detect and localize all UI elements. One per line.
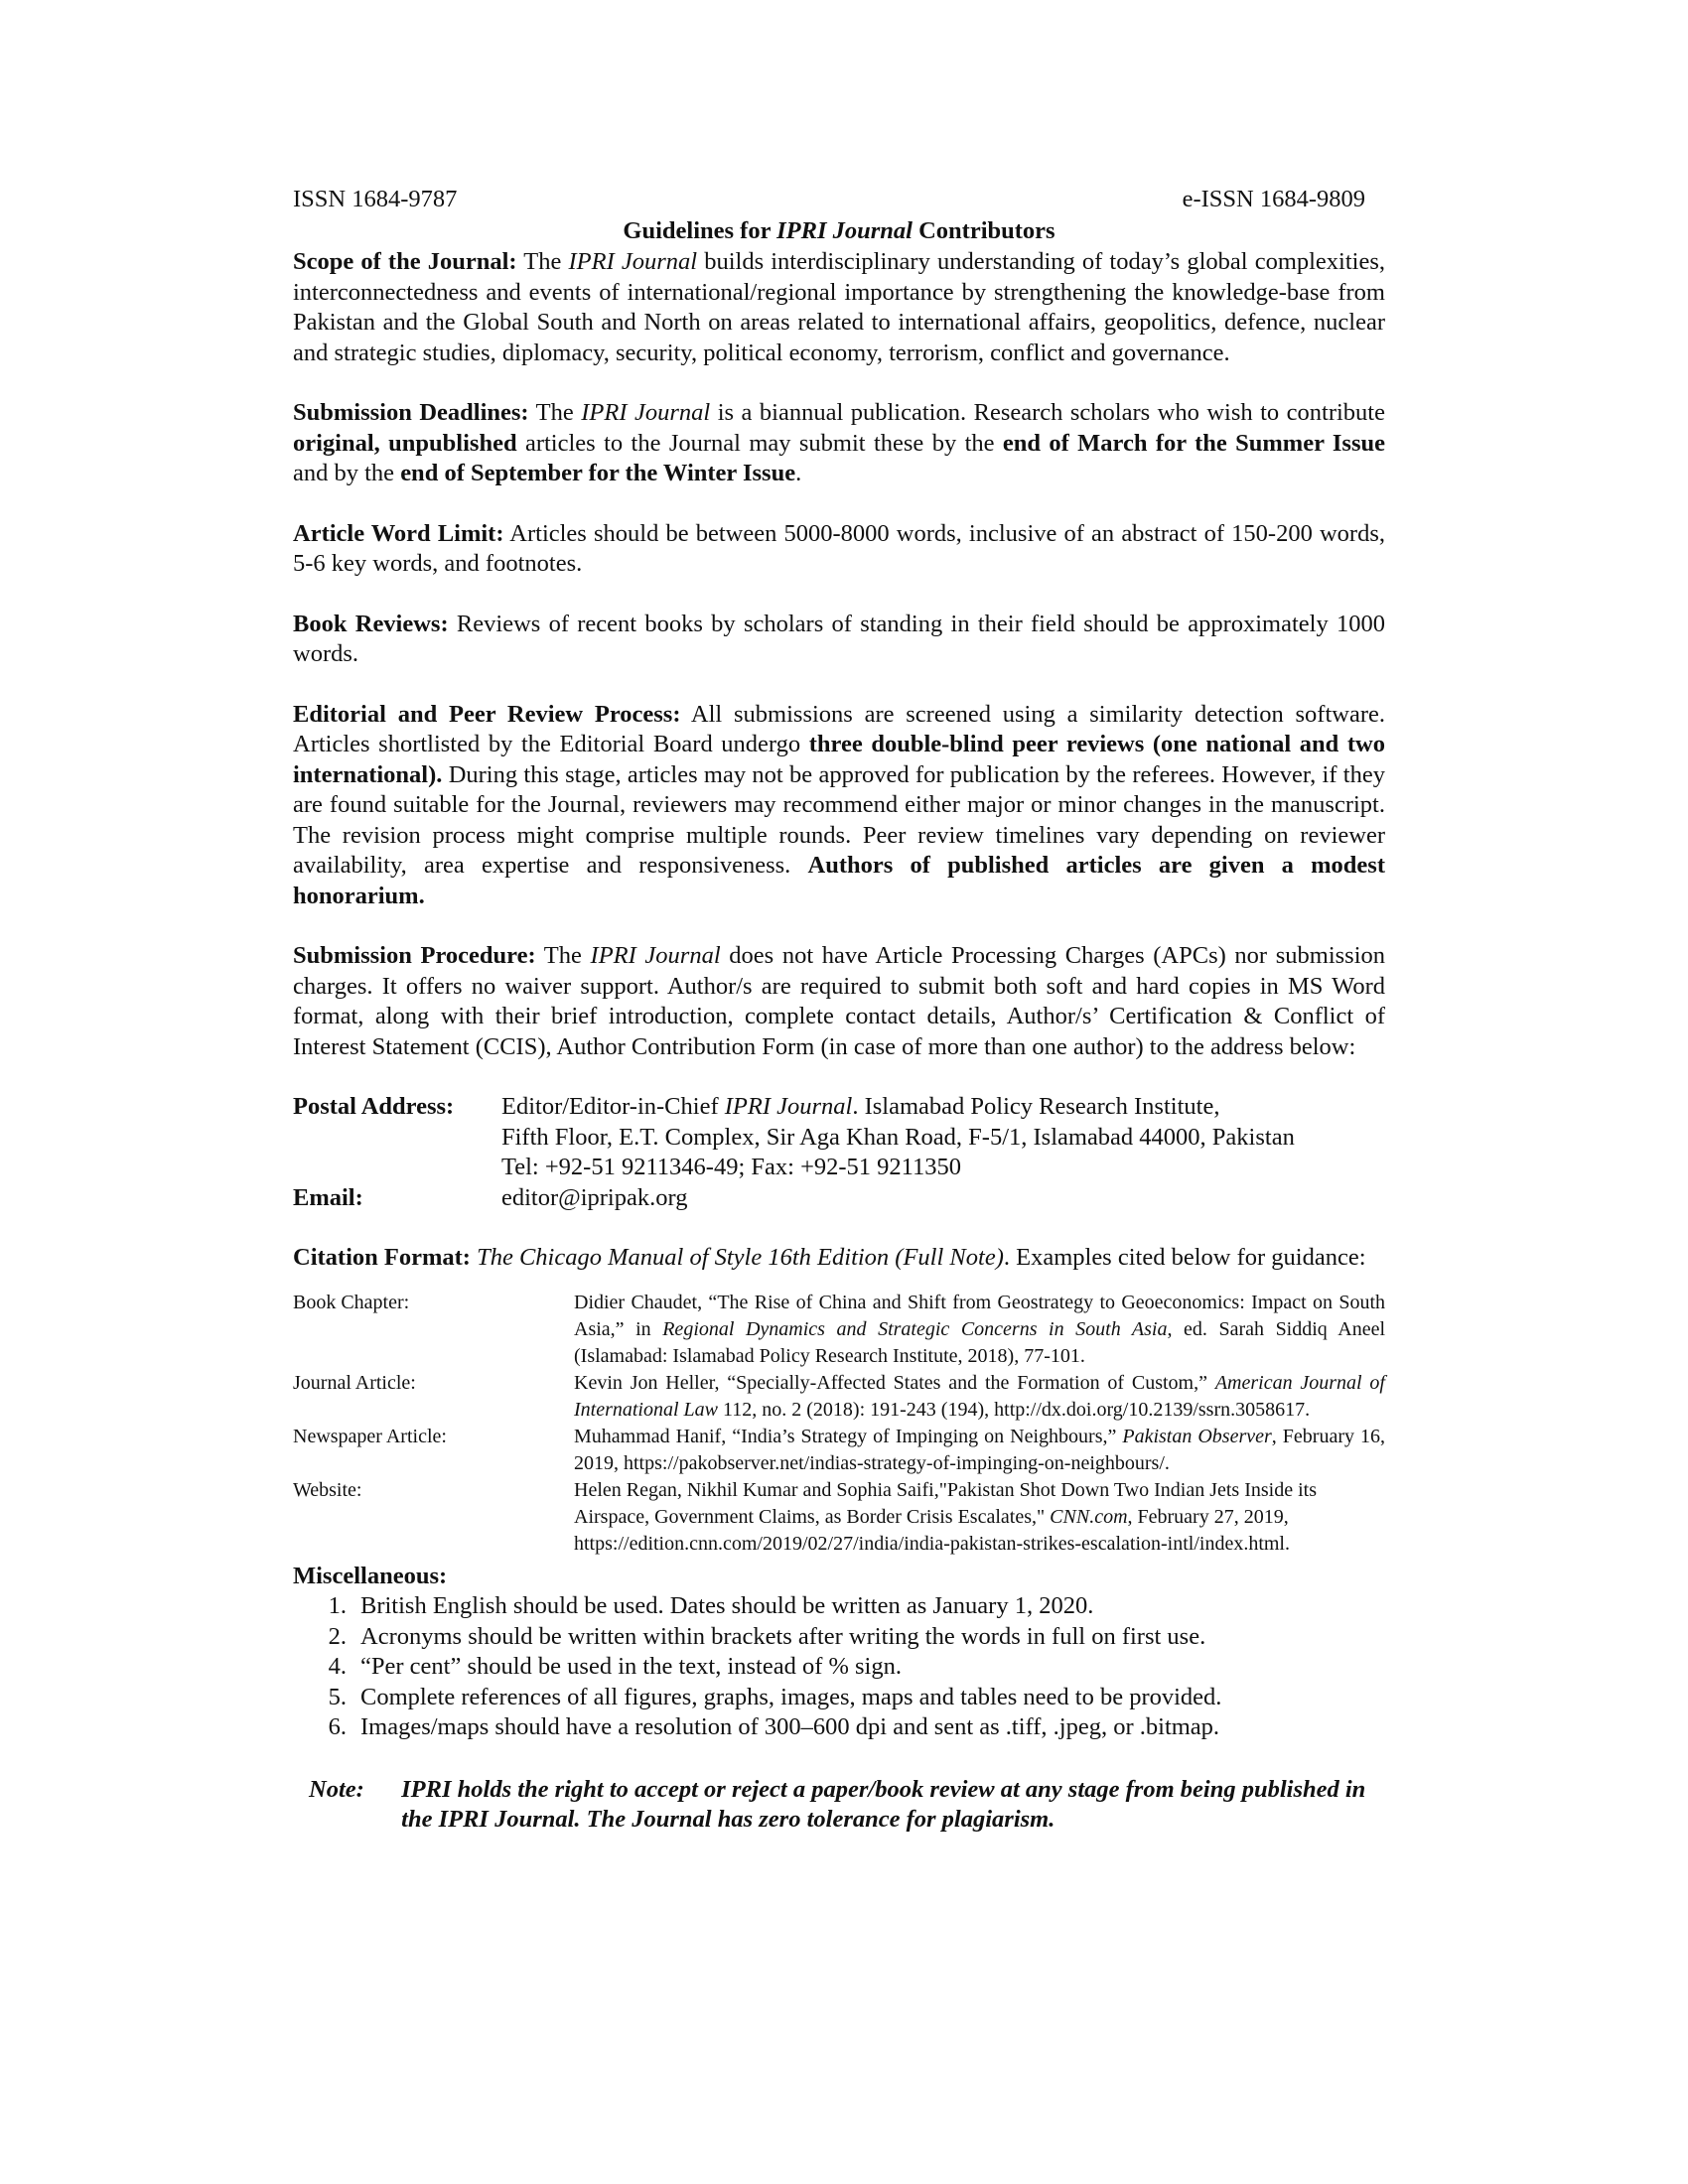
book-reviews-label: Book Reviews: [293,610,449,637]
citation-text: . Examples cited below for guidance: [1003,1244,1366,1271]
note-block [309,1775,1385,1836]
list-item [293,1712,1385,1743]
address-block [293,1092,1295,1213]
peer-review-bold-1: three double-blind peer reviews (one national and two international). [293,731,1385,788]
issn: ISSN 1684-9787 [293,186,458,212]
deadlines-text-2: is a biannual publication. Research scholars who wish to contribute [710,399,1385,426]
word-limit-section [293,519,1385,580]
miscellaneous-list [293,1591,1385,1743]
peer-review-honorarium: Authors of published articles are given a modest honorarium. [293,852,1385,909]
title-suffix: Contributors [912,216,1055,244]
deadlines-winter: end of September for the Winter Issue [400,460,796,486]
scope-label: Scope of the Journal: [293,248,517,275]
citation-style: The Chicago Manual of Style 16th Edition (Full Note) [477,1244,1004,1271]
citation-format-section [293,1243,1385,1274]
example-label-journal: Journal Article: [293,1371,416,1394]
example-website [574,1477,1385,1558]
example-label-newspaper: Newspaper Article: [293,1425,447,1447]
peer-review-section [293,700,1385,912]
citation-examples [293,1290,1385,1558]
peer-review-text-2: During this stage, articles may not be approved for publication by the referees. However, if they are found suitable for the Journal, reviewers may recommend either major or minor changes in the manuscript. The revision process might comprise multiple rounds. Peer review timelines vary depending on reviewer availability, area expertise and responsiveness. [293,760,1385,879]
title-prefix: Guidelines for [623,216,777,244]
list-item-text: “Per cent” should be used in the text, instead of % sign. [360,1653,902,1680]
e-issn: e-ISSN 1684-9809 [1182,186,1365,212]
example-book-text-2: , ed. Sarah Siddiq Aneel (Islamabad: Islamabad Policy Research Institute, 2018), 77-101. [574,1317,1386,1367]
deadlines-section [293,398,1385,489]
page-title [293,216,1385,247]
example-newspaper-article [574,1424,1385,1477]
example-journal-text-1: Kevin Jon Heller, “Specially-Affected States and the Formation of Custom,” [574,1371,1215,1394]
example-book-italic: Regional Dynamics and Strategic Concerns in South Asia [662,1317,1168,1340]
example-newspaper-text-2: , February 16, 2019, https://pakobserver.net/indias-strategy-of-impinging-on-neighbours/. [574,1425,1385,1474]
example-label-website: Website: [293,1478,362,1501]
example-row [293,1477,1385,1558]
guidelines-page [293,185,1385,1836]
procedure-journal-name: IPRI Journal [590,942,721,969]
example-website-text-2: , February 27, 2019, https://edition.cnn.com/2019/02/27/india/india-pakistan-strikes-escalation-intl/index.html. [574,1505,1290,1555]
email-link[interactable]: editor@ipripak.org [501,1183,688,1211]
address-line-1-prefix: Editor/Editor-in-Chief [501,1093,725,1120]
deadlines-label: Submission Deadlines: [293,399,529,426]
book-reviews-section [293,610,1385,670]
word-limit-text: Articles should be between 5000-8000 words, inclusive of an abstract of 150-200 words, 5-6 key words, and footnotes. [293,519,1385,577]
example-row [293,1370,1385,1424]
note-label: Note: [309,1775,364,1803]
list-item-number: 4. [328,1653,347,1680]
email-label: Email: [293,1183,363,1211]
miscellaneous-heading: Miscellaneous: [293,1562,448,1589]
example-journal-text-2: 112, no. 2 (2018): 191-243 (194), http://dx.doi.org/10.2139/ssrn.3058617. [718,1398,1311,1421]
example-newspaper-text-1: Muhammad Hanif, “India’s Strategy of Impinging on Neighbours,” [574,1425,1123,1447]
postal-address-label: Postal Address: [293,1093,455,1120]
deadlines-bold-1: original, unpublished [293,429,517,457]
citation-label: Citation Format: [293,1244,471,1271]
example-row [293,1424,1385,1477]
address-journal-name: IPRI Journal [724,1093,853,1120]
example-journal-italic: American Journal of International Law [574,1371,1385,1421]
procedure-text-1: The [535,942,591,969]
deadlines-text-1: The [528,399,582,426]
scope-section [293,247,1385,368]
list-item [293,1622,1385,1653]
deadlines-text-3: articles to the Journal may submit these by the [516,429,1003,457]
deadlines-text-5: . [795,460,802,486]
list-item-text: Complete references of all figures, graphs, images, maps and tables need to be provided. [360,1683,1222,1710]
example-website-italic: CNN.com [1050,1505,1128,1528]
list-item [293,1591,1385,1622]
example-newspaper-italic: Pakistan Observer [1122,1425,1272,1447]
list-item-number: 6. [328,1713,347,1740]
list-item-number: 1. [328,1592,347,1619]
procedure-label: Submission Procedure: [293,942,536,969]
deadlines-journal-name: IPRI Journal [581,399,711,426]
issn-header [293,185,1365,215]
list-item-text: British English should be used. Dates should be written as January 1, 2020. [360,1592,1094,1619]
note-text: IPRI holds the right to accept or reject a paper/book review at any stage from being published in the IPRI Journal. The Journal has zero tolerance for plagiarism. [401,1775,1366,1833]
list-item-text: Images/maps should have a resolution of 300–600 dpi and sent as .tiff, .jpeg, or .bitmap. [360,1713,1220,1740]
example-book-text-1: Didier Chaudet, “The Rise of China and Shift from Geostrategy to Geoeconomics: Impact on South Asia,” in [574,1291,1385,1340]
address-line-2: Fifth Floor, E.T. Complex, Sir Aga Khan Road, F-5/1, Islamabad 44000, Pakistan [501,1123,1295,1151]
scope-text-1: The [516,248,569,275]
list-item-number: 5. [328,1683,347,1710]
example-journal-article [574,1370,1385,1424]
peer-review-text-1: All submissions are screened using a similarity detection software. Articles shortlisted by the Editorial Board undergo [293,700,1385,757]
submission-procedure-section [293,941,1385,1062]
deadlines-text-4: and by the [293,460,401,486]
list-item [293,1652,1385,1683]
scope-journal-name: IPRI Journal [568,248,698,275]
address-line-1-suffix: . Islamabad Policy Research Institute, [852,1093,1220,1120]
book-reviews-text: Reviews of recent books by scholars of standing in their field should be approximately 1000 words. [293,610,1385,667]
deadlines-summer: end of March for the Summer Issue [1002,429,1385,457]
list-item-text: Acronyms should be written within brackets after writing the words in full on first use. [360,1622,1206,1650]
title-journal-name: IPRI Journal [776,216,913,244]
procedure-text-2: does not have Article Processing Charges (APCs) nor submission charges. It offers no waiver support. Author/s are required to submit both soft and hard copies in MS Word format, along with their brief introduction, complete contact details, Author/s’ Certification & Conflict of Interest Statement (CCIS), Author Contribution Form (in case of more than one author) to the address below: [293,942,1385,1060]
peer-review-label: Editorial and Peer Review Process: [293,700,681,728]
example-label-book: Book Chapter: [293,1291,410,1313]
example-book-chapter [574,1290,1385,1370]
list-item-number: 2. [328,1622,347,1650]
example-row [293,1290,1385,1370]
example-website-text-1: Helen Regan, Nikhil Kumar and Sophia Saifi,"Pakistan Shot Down Two Indian Jets Inside its Airspace, Government Claims, as Border Crisis Escalates," [574,1478,1317,1528]
postal-address-value [501,1092,1295,1183]
list-item [293,1683,1385,1713]
scope-text-2: builds interdisciplinary understanding of today’s global complexities, interconnectedness and events of international/regional importance by strengthening the knowledge-base from Pakistan and the Global South and North on areas related to international affairs, geopolitics, defence, nuclear and strategic studies, diplomacy, security, political economy, terrorism, conflict and governance. [293,248,1386,366]
address-line-3: Tel: +92-51 9211346-49; Fax: +92-51 9211350 [501,1154,962,1180]
address-line-1 [501,1092,1295,1123]
word-limit-label: Article Word Limit: [293,519,504,547]
